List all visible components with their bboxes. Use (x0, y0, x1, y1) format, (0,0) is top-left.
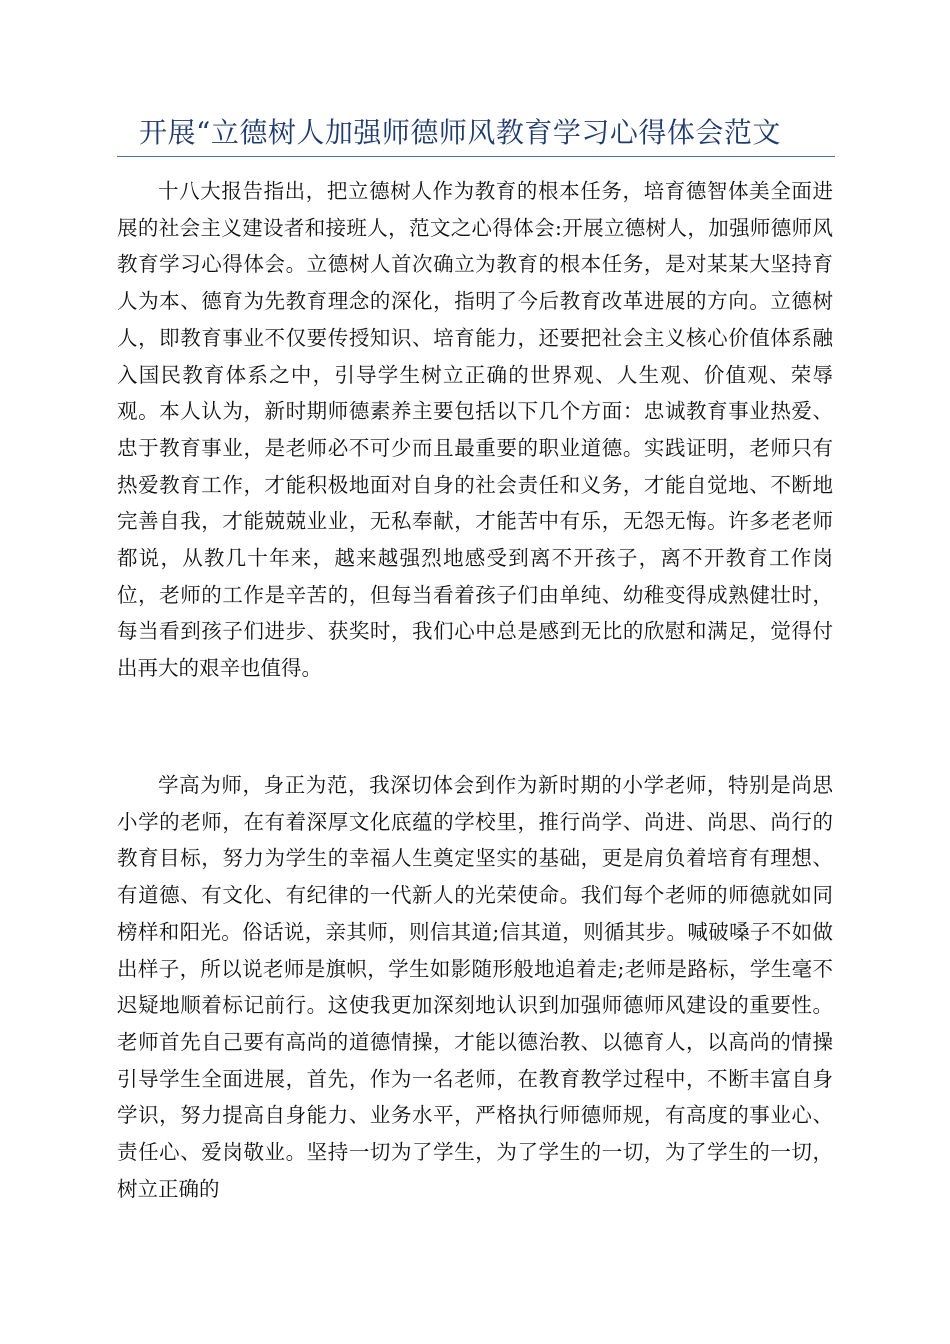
title-block (117, 112, 835, 157)
page-title: 开展“立德树人加强师德师风教育学习心得体会范文 (139, 116, 781, 149)
paragraph-1: 十八大报告指出，把立德树人作为教育的根本任务，培育德智体美全面进展的社会主义建设者和接班人，范文之心得体会:开展立德树人，加强师德师风教育学习心得体会。立德树人首次确立为教育的根本任务，是对某某大坚持育人为本、德育为先教育理念的深化，指明了今后教育改革进展的方向。立德树人，即教育事业不仅要传授知识、培育能力，还要把社会主义核心价值体系融入国民教育体系之中，引导学生树立正确的世界观、人生观、价值观、荣辱观。本人认为，新时期师德素养主要包括以下几个方面：忠诚教育事业热爱、忠于教育事业，是老师必不可少而且最重要的职业道德。实践证明，老师只有热爱教育工作，才能积极地面对自身的社会责任和义务，才能自觉地、不断地完善自我，才能兢兢业业，无私奉献，才能苦中有乐，无怨无悔。许多老老师都说，从教几十年来，越来越强烈地感受到离不开孩子，离不开教育工作岗位，老师的工作是辛苦的，但每当看着孩子们由单纯、幼稚变得成熟健壮时，每当看到孩子们进步、获奖时，我们心中总是感到无比的欣慰和满足，觉得付出再大的艰辛也值得。 (117, 179, 833, 681)
paragraph-2: 学高为师，身正为范，我深切体会到作为新时期的小学老师，特别是尚思小学的老师，在有着深厚文化底蕴的学校里，推行尚学、尚进、尚思、尚行的教育目标，努力为学生的幸福人生奠定坚实的基础，更是肩负着培育有理想、有道德、有文化、有纪律的一代新人的光荣使命。我们每个老师的师德就如同榜样和阳光。俗话说，亲其师，则信其道;信其道，则循其步。喊破嗓子不如做出样子，所以说老师是旗帜，学生如影随形般地追着走;老师是路标，学生毫不迟疑地顺着标记前行。这使我更加深刻地认识到加强师德师风建设的重要性。老师首先自己要有高尚的道德情操，才能以德治教、以德育人，以高尚的情操引导学生全面进展，首先，作为一名老师，在教育教学过程中，不断丰富自身学识，努力提高自身能力、业务水平，严格执行师德师规，有高度的事业心、责任心、爱岗敬业。坚持一切为了学生，为了学生的一切，为了学生的一切，树立正确的 (117, 773, 833, 1201)
